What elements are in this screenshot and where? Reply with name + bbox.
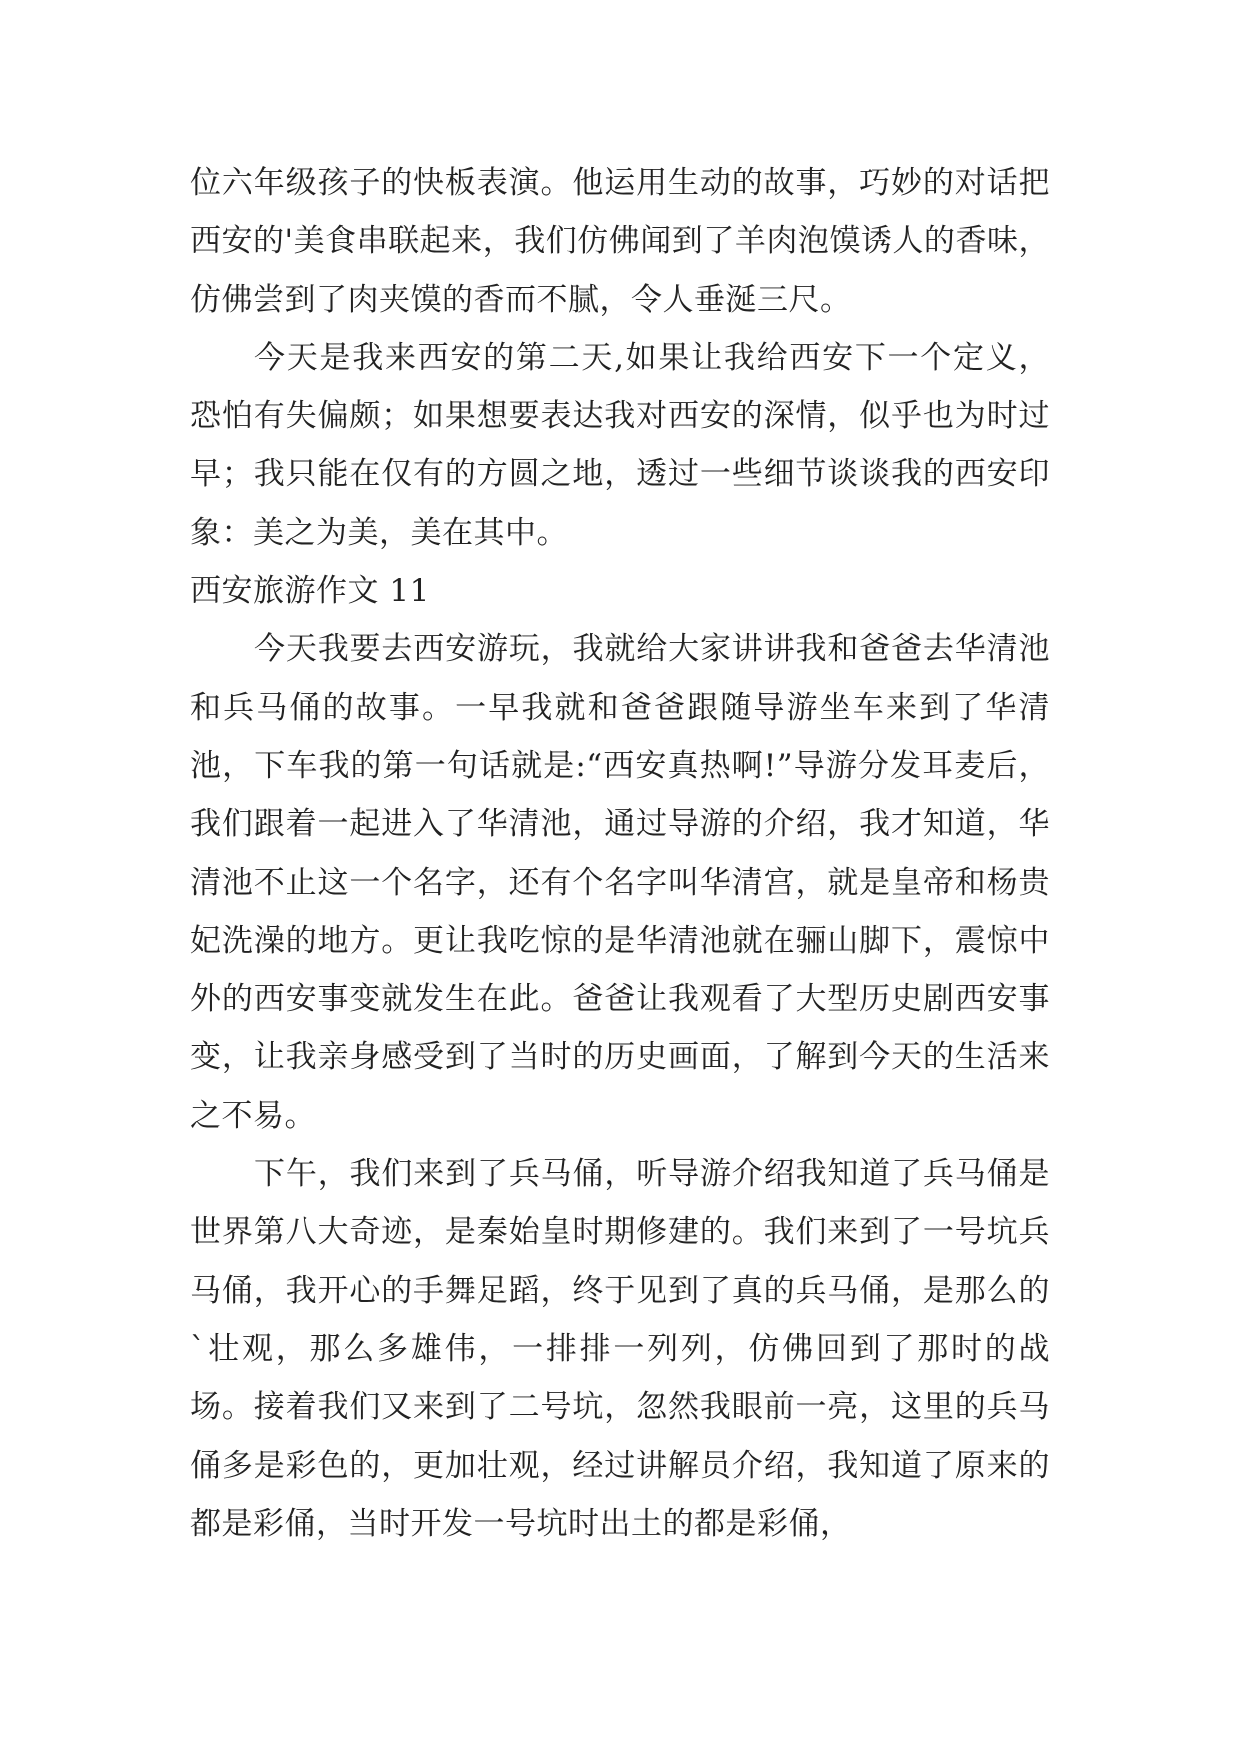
essay-title: 西安旅游作文 11: [190, 573, 430, 610]
paragraph-impression: 今天是我来西安的第二天,如果让我给西安下一个定义，恐怕有失偏颇；如果想要表达我对西安的深情，似乎也为时过早；我只能在仅有的方圆之地，透过一些细节谈谈我的西安印象：美之为美，美在其中。: [190, 339, 1050, 551]
paragraph-continuation: 位六年级孩子的快板表演。他运用生动的故事，巧妙的对话把西安的'美食串联起来，我们仿佛闻到了羊肉泡馍诱人的香味，仿佛尝到了肉夹馍的香而不腻，令人垂涎三尺。: [190, 165, 1050, 318]
paragraph-terracotta-warriors: 下午，我们来到了兵马俑，听导游介绍我知道了兵马俑是世界第八大奇迹，是秦始皇时期修建的。我们来到了一号坑兵马俑，我开心的手舞足蹈，终于见到了真的兵马俑，是那么的`壮观，那么多雄伟，一排排一列列，仿佛回到了那时的战场。接着我们又来到了二号坑，忽然我眼前一亮，这里的兵马俑多是彩色的，更加壮观，经过讲解员介绍，我知道了原来的都是彩俑，当时开发一号坑时出土的都是彩俑，: [190, 1156, 1050, 1542]
document-body: [190, 154, 1050, 1553]
paragraph-huaqing-pool: 今天我要去西安游玩，我就给大家讲讲我和爸爸去华清池和兵马俑的故事。一早我就和爸爸跟随导游坐车来到了华清池，下车我的第一句话就是:“西安真热啊!”导游分发耳麦后，我们跟着一起进入了华清池，通过导游的介绍，我才知道，华清池不止这一个名字，还有个名字叫华清宫，就是皇帝和杨贵妃洗澡的地方。更让我吃惊的是华清池就在骊山脚下，震惊中外的西安事变就发生在此。爸爸让我观看了大型历史剧西安事变，让我亲身感受到了当时的历史画面，了解到今天的生活来之不易。: [190, 631, 1050, 1134]
